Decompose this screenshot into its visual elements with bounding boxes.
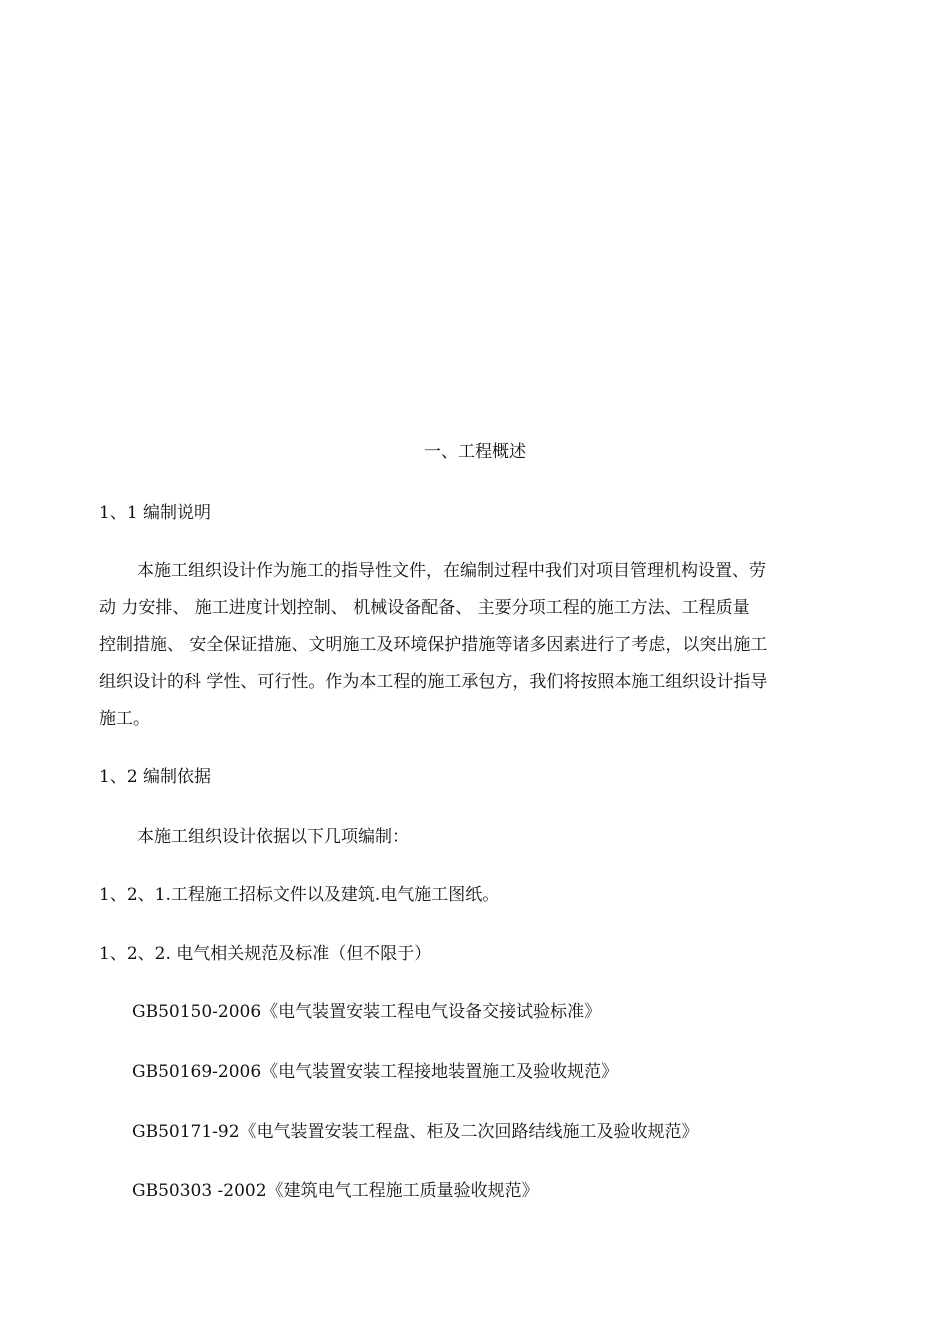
subsection-heading-1-2: 1、2 编制依据 bbox=[99, 767, 212, 787]
paragraph-line: 动 力安排、 施工进度计划控制、 机械设备配备、 主要分项工程的施工方法、工程质量 bbox=[99, 598, 750, 618]
paragraph-line: 本施工组织设计作为施工的指导性文件，在编制过程中我们对项目管理机构设置、劳 bbox=[137, 561, 766, 581]
standard-item: GB50169-2006《电气装置安装工程接地装置施工及验收规范》 bbox=[132, 1062, 619, 1082]
standard-item: GB50171-92《电气装置安装工程盘、柜及二次回路结线施工及验收规范》 bbox=[132, 1122, 699, 1142]
basis-item-1: 1、2、1.工程施工招标文件以及建筑.电气施工图纸。 bbox=[99, 885, 500, 905]
basis-item-2: 1、2、2. 电气相关规范及标准（但不限于） bbox=[99, 944, 432, 964]
paragraph-line: 组织设计的科 学性、可行性。作为本工程的施工承包方，我们将按照本施工组织设计指导 bbox=[99, 672, 768, 692]
paragraph-line: 控制措施、 安全保证措施、文明施工及环境保护措施等诸多因素进行了考虑，以突出施工 bbox=[99, 635, 768, 655]
paragraph-line: 施工。 bbox=[99, 709, 150, 729]
standard-item: GB50150-2006《电气装置安装工程电气设备交接试验标准》 bbox=[132, 1002, 602, 1022]
basis-intro: 本施工组织设计依据以下几项编制： bbox=[137, 827, 409, 847]
subsection-heading-1-1: 1、1 编制说明 bbox=[99, 503, 212, 523]
standard-item: GB50303 -2002《建筑电气工程施工质量验收规范》 bbox=[132, 1181, 539, 1201]
section-title: 一、工程概述 bbox=[424, 442, 526, 462]
